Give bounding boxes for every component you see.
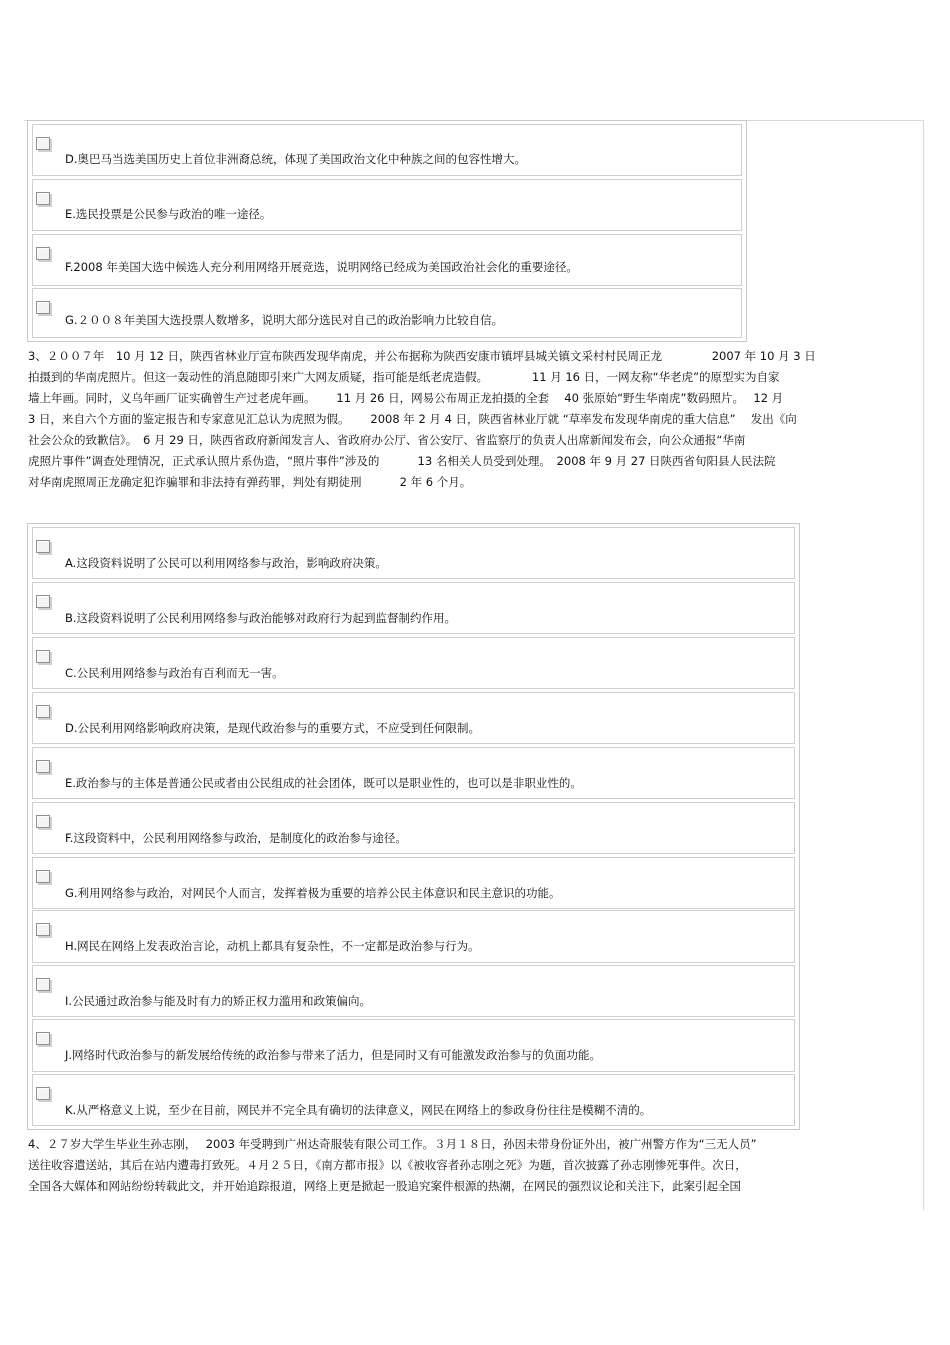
option-row-j[interactable] [32,1019,795,1072]
option-checkbox[interactable] [36,870,50,883]
option-row-i[interactable] [32,965,795,1017]
option-checkbox[interactable] [36,192,50,205]
option-checkbox[interactable] [36,1032,50,1045]
question-3-text [28,346,922,493]
option-row-d[interactable] [32,692,795,744]
option-text: K.从严格意义上说，至少在目前，网民并不完全具有确切的法律意义，网民在网络上的参政身份往往是模糊不清的。 [65,1103,652,1117]
option-text: E.选民投票是公民参与政治的唯一途径。 [65,207,272,221]
option-row-e[interactable] [32,179,742,231]
paragraph-line: 送往收容遣送站，其后在站内遭毒打致死。４月２５日，《南方都市报》以《被收容者孙志刚之死》为题，首次披露了孙志刚惨死事件。次日， [28,1158,747,1172]
option-text: B.这段资料说明了公民利用网络参与政治能够对政府行为起到监督制约作用。 [65,611,457,625]
option-row-f[interactable] [32,802,795,854]
option-checkbox[interactable] [36,1087,50,1100]
option-text: G.利用网络参与政治，对网民个人而言，发挥着极为重要的培养公民主体意识和民主意识的功能。 [65,886,561,900]
option-text: D.公民利用网络影响政府决策，是现代政治参与的重要方式，不应受到任何限制。 [65,721,481,735]
paragraph-line: 全国各大媒体和网站纷纷转载此文，并开始追踪报道，网络上更是掀起一股追究案件根源的热潮，在网民的强烈议论和关注下，此案引起全国 [28,1179,741,1193]
option-row-c[interactable] [32,637,795,689]
option-text: H.网民在网络上发表政治言论，动机上都具有复杂性，不一定都是政治参与行为。 [65,939,480,953]
question-4-text [28,1134,922,1197]
option-row-g[interactable] [32,288,742,338]
option-checkbox[interactable] [36,540,50,553]
option-row-h[interactable] [32,910,795,963]
option-checkbox[interactable] [36,705,50,718]
option-text: G.２００８年美国大选投票人数增多，说明大部分选民对自己的政治影响力比较自信。 [65,313,504,327]
option-row-e[interactable] [32,747,795,799]
option-text: F.这段资料中，公民利用网络参与政治，是制度化的政治参与途径。 [65,831,407,845]
option-text: J.网络时代政治参与的新发展给传统的政治参与带来了活力，但是同时又有可能激发政治参与的负面功能。 [65,1048,602,1062]
option-row-k[interactable] [32,1074,795,1126]
paragraph-line: 对华南虎照周正龙确定犯诈骗罪和非法持有弹药罪，判处有期徒刑 2 年 6 个月。 [28,475,472,489]
option-checkbox[interactable] [36,978,50,991]
paragraph-line: 3 日，来自六个方面的鉴定报告和专家意见汇总认为虎照为假。 2008 年 2 月 4 日，陕西省林业厅就 “草率发布发现华南虎的重大信息” 发出《向 [28,412,797,426]
option-text: I.公民通过政治参与能及时有力的矫正权力滥用和政策偏向。 [65,994,372,1008]
option-row-g[interactable] [32,857,795,909]
paragraph-line: 3、２００７年 10 月 12 日，陕西省林业厅宣布陕西发现华南虎，并公布据称为陕西安康市镇坪县城关镇文采村村民周正龙 2007 年 10 月 3 日 [28,349,816,363]
option-text: D.奥巴马当选美国历史上首位非洲裔总统，体现了美国政治文化中种族之间的包容性增大。 [65,152,527,166]
option-checkbox[interactable] [36,760,50,773]
option-row-b[interactable] [32,582,795,634]
option-checkbox[interactable] [36,137,50,150]
option-checkbox[interactable] [36,595,50,608]
paragraph-line: 墙上年画。同时，义乌年画厂证实确曾生产过老虎年画。 11 月 26 日，网易公布周正龙拍摄的全套 40 张原始“野生华南虎”数码照片。 12 月 [28,391,784,405]
option-checkbox[interactable] [36,815,50,828]
option-text: A.这段资料说明了公民可以利用网络参与政治，影响政府决策。 [65,556,387,570]
option-row-a[interactable] [32,527,795,579]
paragraph-line: 4、２７岁大学生毕业生孙志刚， 2003 年受聘到广州达奇服装有限公司工作。３月１８日，孙因未带身份证外出，被广州警方作为“三无人员” [28,1137,757,1151]
q2-options-table [27,120,747,342]
paragraph-line: 拍摄到的华南虎照片。但这一轰动性的消息随即引来广大网友质疑，指可能是纸老虎造假。 11 月 16 日，一网友称“华老虎”的原型实为自家 [28,370,780,384]
option-text: C.公民利用网络参与政治有百利而无一害。 [65,666,284,680]
option-text: E.政治参与的主体是普通公民或者由公民组成的社会团体，既可以是职业性的，也可以是非职业性的。 [65,776,582,790]
paragraph-line: 虎照片事件”调查处理情况，正式承认照片系伪造，“照片事件”涉及的 13 名相关人员受到处理。 2008 年 9 月 27 日陕西省旬阳县人民法院 [28,454,776,468]
q3-options-table [27,523,800,1130]
paragraph-line: 社会公众的致歉信》。 6 月 29 日，陕西省政府新闻发言人、省政府办公厅、省公安厅、省监察厅的负责人出席新闻发布会，向公众通报“华南 [28,433,746,447]
option-checkbox[interactable] [36,650,50,663]
option-checkbox[interactable] [36,247,50,260]
option-checkbox[interactable] [36,923,50,936]
option-row-f[interactable] [32,234,742,286]
option-checkbox[interactable] [36,301,50,314]
option-row-d[interactable] [32,124,742,176]
option-text: F.2008 年美国大选中候选人充分利用网络开展竞选，说明网络已经成为美国政治社会化的重要途径。 [65,260,578,274]
